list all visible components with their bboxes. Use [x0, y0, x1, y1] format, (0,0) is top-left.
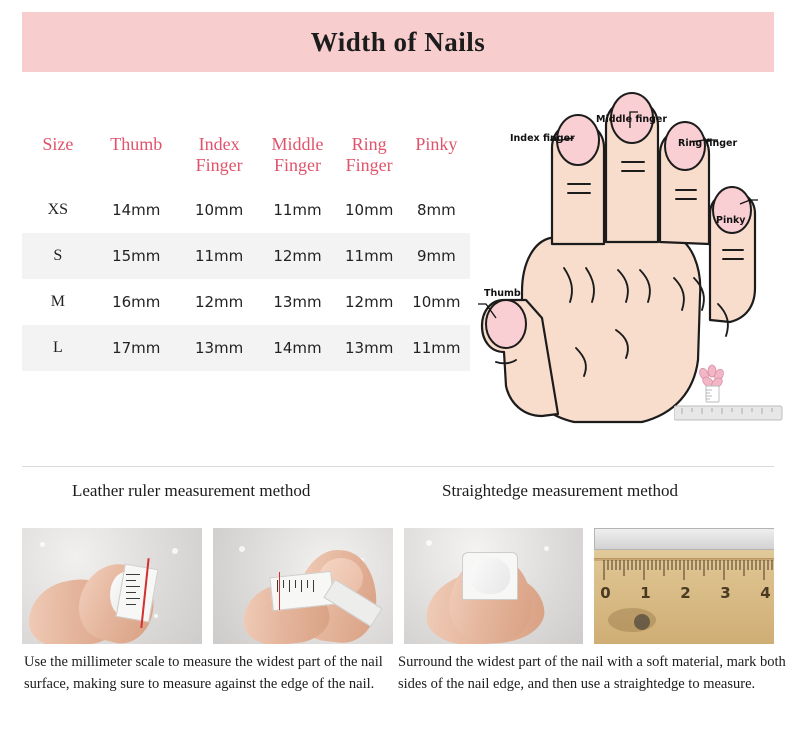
- cell-ring: 12mm: [345, 293, 394, 312]
- column-header-middle-finger: Middle Finger: [271, 134, 324, 175]
- cell-size: L: [22, 325, 94, 371]
- section-divider: [22, 466, 774, 467]
- ruler-number: 0: [600, 584, 611, 602]
- table-row: [22, 325, 470, 371]
- cell-ring: 11mm: [336, 233, 403, 279]
- ruler-number: 2: [680, 584, 691, 602]
- cell-size: S: [22, 233, 94, 279]
- size-table-wrapper: [22, 130, 470, 371]
- cell-thumb: 14mm: [112, 201, 161, 220]
- right-method-caption: Surround the widest part of the nail with a soft material, mark both sides of the nail edge, and then use a straightedge to measure.: [398, 654, 786, 692]
- column-header-size: Size: [42, 134, 74, 154]
- photo-straightedge-1: [404, 528, 584, 644]
- table-row: [22, 279, 470, 325]
- cell-pinky: 8mm: [416, 201, 456, 220]
- cell-size: XS: [47, 201, 69, 219]
- photo-strip: [22, 528, 774, 644]
- left-method-heading: Leather ruler measurement method: [72, 481, 311, 500]
- cell-middle: 12mm: [259, 233, 335, 279]
- photo-straightedge-ruler: [594, 528, 774, 644]
- cell-middle: 11mm: [273, 201, 322, 220]
- label-index-finger: Index finger: [510, 133, 575, 144]
- cell-index: 13mm: [179, 325, 260, 371]
- small-ruler-icon: [674, 400, 784, 426]
- photo-leather-ruler-1: [22, 528, 202, 644]
- hand-illustration: [478, 92, 778, 452]
- photo-leather-ruler-2: [213, 528, 393, 644]
- left-method-caption: Use the millimeter scale to measure the widest part of the nail surface, making sure to measure against the edge of the nail.: [24, 654, 383, 692]
- cell-pinky: 9mm: [403, 233, 470, 279]
- ruler-number: 1: [640, 584, 651, 602]
- cell-index: 12mm: [194, 293, 244, 312]
- size-table: [22, 130, 470, 371]
- cell-ring: 10mm: [345, 201, 394, 220]
- cell-index: 10mm: [194, 201, 244, 220]
- cell-index: 11mm: [179, 233, 260, 279]
- ruler-number: 3: [720, 584, 731, 602]
- label-ring-finger: Ring finger: [678, 138, 738, 149]
- cell-thumb: 15mm: [94, 233, 179, 279]
- column-header-index-finger: Index Finger: [195, 134, 243, 175]
- flower-decoration-icon: [692, 364, 732, 404]
- cell-size: M: [50, 293, 65, 311]
- column-header-thumb: Thumb: [110, 134, 163, 154]
- column-header-ring-finger: Ring Finger: [345, 134, 393, 175]
- table-row: [22, 233, 470, 279]
- cell-thumb: 16mm: [112, 293, 161, 312]
- header-banner: [22, 12, 774, 72]
- label-pinky: Pinky: [716, 215, 746, 226]
- label-middle-finger: Middle finger: [596, 114, 668, 125]
- table-header-row: [22, 130, 470, 187]
- right-method-heading: Straightedge measurement method: [442, 481, 679, 500]
- table-row: [22, 187, 470, 233]
- page-title: Width of Nails: [310, 26, 486, 57]
- cell-thumb: 17mm: [94, 325, 179, 371]
- ruler-number: 4: [760, 584, 771, 602]
- cell-middle: 14mm: [259, 325, 335, 371]
- cell-pinky: 11mm: [403, 325, 470, 371]
- cell-pinky: 10mm: [412, 293, 461, 312]
- cell-ring: 13mm: [336, 325, 403, 371]
- cell-middle: 13mm: [273, 293, 322, 312]
- column-header-pinky: Pinky: [415, 134, 458, 154]
- label-thumb: Thumb: [484, 288, 521, 299]
